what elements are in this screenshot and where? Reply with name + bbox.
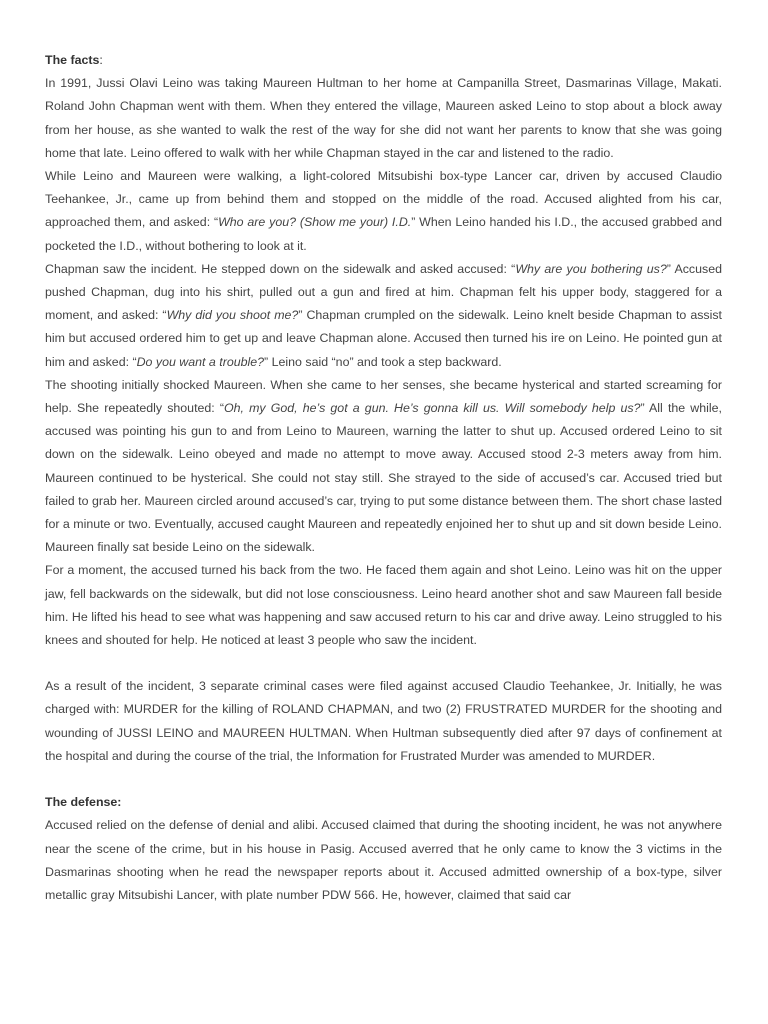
paragraph-spacer: [45, 768, 722, 791]
quote-why-bothering: Why are you bothering us?: [515, 261, 667, 276]
facts-paragraph-2: [45, 165, 722, 258]
facts-heading-text: The facts: [45, 53, 100, 67]
quote-why-shoot: Why did you shoot me?: [166, 308, 299, 323]
document-body: [45, 49, 722, 907]
quote-who-are-you: Who are you? (Show me your) I.D.: [218, 215, 412, 230]
facts-paragraph-4: [45, 374, 722, 560]
paragraph-text: ” Chapman crumpled on the sidewalk. Leino knelt beside Chapman to assist him but accused ordered him to get up and leave Chapman alone. Accused then turned his ire on Leino. He pointed gun at him and asked: “: [45, 308, 722, 369]
cases-paragraph: As a result of the incident, 3 separate criminal cases were filed against accused Claudio Teehankee, Jr. Initially, he was charged with: MURDER for the killing of ROLAND CHAPMAN, and two (2) FRUSTRATED MURDER for the shooting and wounding of JUSSI LEINO and MAUREEN HULTMAN. When Hultman subsequently died after 97 days of confinement at the hospital and during the course of the trial, the Information for Frustrated Murder was amended to MURDER.: [45, 679, 722, 763]
facts-paragraph-3: [45, 258, 722, 374]
paragraph-text: ” All the while, accused was pointing his gun to and from Leino to Maureen, warning the latter to shut up. Accused ordered Leino to sit down on the sidewalk. Leino obeyed and made no attempt to move away. Accused stood 2-3 meters away from him. Maureen continued to be hysterical. She could not stay still. She strayed to the side of accused’s car. Accused tried but failed to grab her. Maureen circled around accused’s car, trying to put some distance between them. The short chase lasted for a minute or two. Eventually, accused caught Maureen and repeatedly enjoined her to shut up and sit down beside Leino. Maureen finally sat beside Leino on the sidewalk.: [45, 401, 722, 555]
facts-heading: [45, 49, 722, 72]
quote-want-trouble: Do you want a trouble?: [136, 354, 265, 369]
defense-paragraph-1: Accused relied on the defense of denial and alibi. Accused claimed that during the shooting incident, he was not anywhere near the scene of the crime, but in his house in Pasig. Accused averred that he only came to know the 3 victims in the Dasmarinas shooting when he read the newspaper reports about it. Accused admitted ownership of a box-type, silver metallic gray Mitsubishi Lancer, with plate number PDW 566. He, however, claimed that said car: [45, 818, 722, 902]
defense-heading: The defense:: [45, 795, 122, 810]
facts-paragraph-5: For a moment, the accused turned his back from the two. He faced them again and shot Leino. Leino was hit on the upper jaw, fell backwards on the sidewalk, but did not lose consciousness. Leino heard another shot and saw Maureen fall beside him. He lifted his head to see what was happening and saw accused return to his car and drive away. Leino struggled to his knees and shouted for help. He noticed at least 3 people who saw the incident.: [45, 563, 722, 648]
paragraph-text: ” Leino said “no” and took a step backward.: [264, 354, 502, 369]
paragraph-text: While Leino and Maureen were walking, a light-colored Mitsubishi box-type Lancer car, driven by accused Claudio Teehankee, Jr., came up from behind them and stopped on the middle of the road. Accused alighted from his car, approached them, and asked: “: [45, 169, 722, 230]
paragraph-text: ” Accused pushed Chapman, dug into his shirt, pulled out a gun and fired at him. Chapman felt his upper body, staggered for a moment, and asked: “: [45, 261, 722, 323]
paragraph-text: ” When Leino handed his I.D., the accused grabbed and pocketed the I.D., without bothering to look at it.: [45, 215, 722, 253]
paragraph-text: The shooting initially shocked Maureen. When she came to her senses, she became hysterical and started screaming for help. She repeatedly shouted: “: [45, 377, 722, 416]
paragraph-text: Chapman saw the incident. He stepped down on the sidewalk and asked accused: “: [45, 261, 516, 276]
facts-heading-colon: :: [99, 53, 103, 67]
facts-paragraph-1: In 1991, Jussi Olavi Leino was taking Maureen Hultman to her home at Campanilla Street, Dasmarinas Village, Makati. Roland John Chapman went with them. When they entered the village, Maureen asked Leino to stop about a block away from her house, as she wanted to walk the rest of the way for she did not want her parents to know that she was going home that late. Leino offered to walk with her while Chapman stayed in the car and listened to the radio.: [45, 76, 722, 160]
quote-oh-my-god: Oh, my God, he’s got a gun. He’s gonna kill us. Will somebody help us?: [224, 401, 641, 416]
paragraph-spacer: [45, 652, 722, 675]
